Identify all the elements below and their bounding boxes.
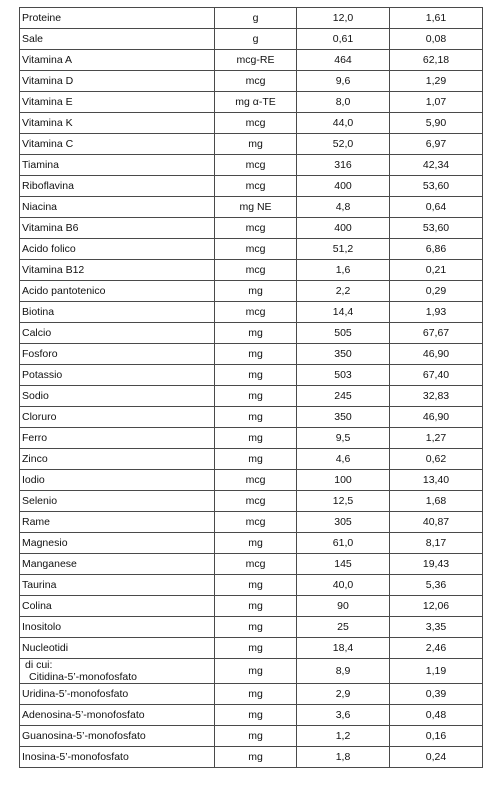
- nutrient-unit: mg: [215, 428, 297, 449]
- value-per-100g: 40,0: [297, 575, 390, 596]
- nutrient-unit: mg: [215, 344, 297, 365]
- nutrient-name: Citidina-5’-monofosfato: [29, 671, 137, 683]
- nutrient-unit: mcg-RE: [215, 50, 297, 71]
- nutrient-unit: mg: [215, 281, 297, 302]
- value-per-100ml: 53,60: [390, 218, 483, 239]
- value-per-100g: 52,0: [297, 134, 390, 155]
- value-per-100ml: 5,90: [390, 113, 483, 134]
- value-per-100ml: 6,97: [390, 134, 483, 155]
- nutrient-name: Acido folico: [20, 239, 215, 260]
- nutrient-name: Vitamina B12: [20, 260, 215, 281]
- value-per-100ml: 0,24: [390, 747, 483, 768]
- value-per-100g: 1,8: [297, 747, 390, 768]
- nutrient-unit: mcg: [215, 302, 297, 323]
- nutrient-name: Nucleotidi: [20, 638, 215, 659]
- value-per-100ml: 1,19: [390, 659, 483, 684]
- value-per-100g: 464: [297, 50, 390, 71]
- subgroup-cell: [20, 659, 215, 684]
- nutrient-name: Inositolo: [20, 617, 215, 638]
- value-per-100g: 4,8: [297, 197, 390, 218]
- nutrient-unit: mcg: [215, 218, 297, 239]
- nutrient-name: Riboflavina: [20, 176, 215, 197]
- nutrient-name: Cloruro: [20, 407, 215, 428]
- table-row: [20, 92, 483, 113]
- value-per-100ml: 0,08: [390, 29, 483, 50]
- value-per-100ml: 1,29: [390, 71, 483, 92]
- value-per-100g: 145: [297, 554, 390, 575]
- table-row: [20, 29, 483, 50]
- value-per-100g: 350: [297, 344, 390, 365]
- table-row: [20, 726, 483, 747]
- nutrient-name: Sale: [20, 29, 215, 50]
- nutrition-table: [19, 7, 483, 768]
- nutrient-name: Inosina-5’-monofosfato: [20, 747, 215, 768]
- nutrient-name: Ferro: [20, 428, 215, 449]
- value-per-100g: 44,0: [297, 113, 390, 134]
- table-row: [20, 617, 483, 638]
- table-row: [20, 533, 483, 554]
- nutrient-unit: mcg: [215, 470, 297, 491]
- value-per-100g: 503: [297, 365, 390, 386]
- value-per-100g: 9,6: [297, 71, 390, 92]
- nutrient-unit: mg: [215, 449, 297, 470]
- nutrient-unit: mg: [215, 747, 297, 768]
- nutrient-unit: mg NE: [215, 197, 297, 218]
- nutrient-name: Vitamina C: [20, 134, 215, 155]
- value-per-100g: 1,6: [297, 260, 390, 281]
- value-per-100g: 61,0: [297, 533, 390, 554]
- value-per-100ml: 2,46: [390, 638, 483, 659]
- value-per-100ml: 67,40: [390, 365, 483, 386]
- table-row: [20, 470, 483, 491]
- table-row: [20, 176, 483, 197]
- nutrient-unit: mcg: [215, 491, 297, 512]
- nutrient-name: Potassio: [20, 365, 215, 386]
- value-per-100ml: 67,67: [390, 323, 483, 344]
- value-per-100g: 4,6: [297, 449, 390, 470]
- value-per-100g: 90: [297, 596, 390, 617]
- nutrient-unit: mg: [215, 617, 297, 638]
- nutrient-name: Tiamina: [20, 155, 215, 176]
- nutrient-unit: mg: [215, 575, 297, 596]
- nutrient-unit: mg: [215, 638, 297, 659]
- nutrition-table-body: [20, 8, 483, 768]
- nutrient-name: Biotina: [20, 302, 215, 323]
- value-per-100ml: 42,34: [390, 155, 483, 176]
- table-row: [20, 449, 483, 470]
- value-per-100ml: 0,62: [390, 449, 483, 470]
- nutrient-unit: mg: [215, 365, 297, 386]
- value-per-100ml: 8,17: [390, 533, 483, 554]
- value-per-100g: 8,9: [297, 659, 390, 684]
- table-row: [20, 554, 483, 575]
- table-row: [20, 747, 483, 768]
- nutrient-name: Selenio: [20, 491, 215, 512]
- value-per-100g: 18,4: [297, 638, 390, 659]
- nutrient-unit: mg: [215, 134, 297, 155]
- value-per-100ml: 12,06: [390, 596, 483, 617]
- value-per-100g: 25: [297, 617, 390, 638]
- value-per-100g: 245: [297, 386, 390, 407]
- value-per-100ml: 0,48: [390, 705, 483, 726]
- value-per-100g: 100: [297, 470, 390, 491]
- table-row: [20, 705, 483, 726]
- value-per-100ml: 1,07: [390, 92, 483, 113]
- table-row: [20, 344, 483, 365]
- value-per-100ml: 0,21: [390, 260, 483, 281]
- value-per-100ml: 32,83: [390, 386, 483, 407]
- table-row: [20, 134, 483, 155]
- table-row: [20, 218, 483, 239]
- value-per-100g: 12,0: [297, 8, 390, 29]
- value-per-100g: 316: [297, 155, 390, 176]
- nutrient-name: Vitamina K: [20, 113, 215, 134]
- table-row: [20, 428, 483, 449]
- nutrient-unit: g: [215, 8, 297, 29]
- table-row: [20, 365, 483, 386]
- nutrient-unit: mg: [215, 659, 297, 684]
- table-row: [20, 8, 483, 29]
- table-row: [20, 281, 483, 302]
- value-per-100g: 12,5: [297, 491, 390, 512]
- nutrient-name: Taurina: [20, 575, 215, 596]
- value-per-100ml: 46,90: [390, 344, 483, 365]
- value-per-100g: 400: [297, 176, 390, 197]
- nutrient-unit: mg: [215, 407, 297, 428]
- value-per-100ml: 13,40: [390, 470, 483, 491]
- value-per-100g: 2,9: [297, 684, 390, 705]
- nutrient-unit: mg α-TE: [215, 92, 297, 113]
- nutrient-unit: mcg: [215, 71, 297, 92]
- nutrient-name: Colina: [20, 596, 215, 617]
- table-row: [20, 386, 483, 407]
- nutrient-unit: mcg: [215, 176, 297, 197]
- nutrient-unit: mg: [215, 726, 297, 747]
- nutrient-name: Guanosina-5’-monofosfato: [20, 726, 215, 747]
- nutrient-unit: mg: [215, 386, 297, 407]
- nutrient-unit: mg: [215, 596, 297, 617]
- nutrient-name: Sodio: [20, 386, 215, 407]
- nutrient-unit: mg: [215, 323, 297, 344]
- table-row: [20, 684, 483, 705]
- value-per-100ml: 5,36: [390, 575, 483, 596]
- nutrient-unit: mg: [215, 705, 297, 726]
- table-row: [20, 113, 483, 134]
- value-per-100ml: 0,16: [390, 726, 483, 747]
- value-per-100ml: 53,60: [390, 176, 483, 197]
- table-row: [20, 596, 483, 617]
- nutrient-name: Rame: [20, 512, 215, 533]
- value-per-100ml: 62,18: [390, 50, 483, 71]
- value-per-100ml: 40,87: [390, 512, 483, 533]
- table-row: [20, 323, 483, 344]
- table-row: [20, 575, 483, 596]
- nutrient-unit: mcg: [215, 113, 297, 134]
- nutrient-unit: mg: [215, 684, 297, 705]
- nutrient-name: Fosforo: [20, 344, 215, 365]
- value-per-100ml: 1,27: [390, 428, 483, 449]
- value-per-100ml: 0,64: [390, 197, 483, 218]
- nutrient-unit: mcg: [215, 512, 297, 533]
- table-row: [20, 512, 483, 533]
- value-per-100g: 51,2: [297, 239, 390, 260]
- value-per-100ml: 0,29: [390, 281, 483, 302]
- nutrient-name: Magnesio: [20, 533, 215, 554]
- value-per-100g: 2,2: [297, 281, 390, 302]
- table-row: [20, 407, 483, 428]
- nutrient-unit: mcg: [215, 554, 297, 575]
- nutrient-name: Vitamina B6: [20, 218, 215, 239]
- value-per-100ml: 46,90: [390, 407, 483, 428]
- value-per-100g: 305: [297, 512, 390, 533]
- value-per-100g: 505: [297, 323, 390, 344]
- nutrient-name: Uridina-5’-monofosfato: [20, 684, 215, 705]
- nutrient-name: Zinco: [20, 449, 215, 470]
- table-row: [20, 197, 483, 218]
- nutrient-unit: g: [215, 29, 297, 50]
- nutrient-name: Adenosina-5’-monofosfato: [20, 705, 215, 726]
- nutrient-name: Vitamina E: [20, 92, 215, 113]
- value-per-100ml: 0,39: [390, 684, 483, 705]
- value-per-100ml: 1,93: [390, 302, 483, 323]
- nutrient-unit: mcg: [215, 260, 297, 281]
- value-per-100g: 0,61: [297, 29, 390, 50]
- nutrient-name: Iodio: [20, 470, 215, 491]
- nutrient-name: Proteine: [20, 8, 215, 29]
- nutrient-unit: mg: [215, 533, 297, 554]
- value-per-100ml: 3,35: [390, 617, 483, 638]
- table-row: [20, 71, 483, 92]
- table-row: [20, 491, 483, 512]
- nutrient-name: Vitamina D: [20, 71, 215, 92]
- nutrient-name: Manganese: [20, 554, 215, 575]
- subgroup-label: di cui:: [25, 659, 53, 671]
- nutrient-name: Niacina: [20, 197, 215, 218]
- value-per-100g: 1,2: [297, 726, 390, 747]
- nutrient-name: Vitamina A: [20, 50, 215, 71]
- nutrient-name: Calcio: [20, 323, 215, 344]
- nutrient-name: Acido pantotenico: [20, 281, 215, 302]
- table-row: [20, 302, 483, 323]
- table-row-subgroup: [20, 659, 483, 684]
- table-row: [20, 50, 483, 71]
- value-per-100ml: 1,68: [390, 491, 483, 512]
- table-row: [20, 638, 483, 659]
- value-per-100g: 8,0: [297, 92, 390, 113]
- table-row: [20, 260, 483, 281]
- value-per-100g: 400: [297, 218, 390, 239]
- nutrient-unit: mcg: [215, 155, 297, 176]
- value-per-100g: 350: [297, 407, 390, 428]
- value-per-100ml: 6,86: [390, 239, 483, 260]
- value-per-100g: 14,4: [297, 302, 390, 323]
- table-row: [20, 239, 483, 260]
- value-per-100g: 3,6: [297, 705, 390, 726]
- value-per-100ml: 19,43: [390, 554, 483, 575]
- value-per-100ml: 1,61: [390, 8, 483, 29]
- nutrient-unit: mcg: [215, 239, 297, 260]
- value-per-100g: 9,5: [297, 428, 390, 449]
- table-row: [20, 155, 483, 176]
